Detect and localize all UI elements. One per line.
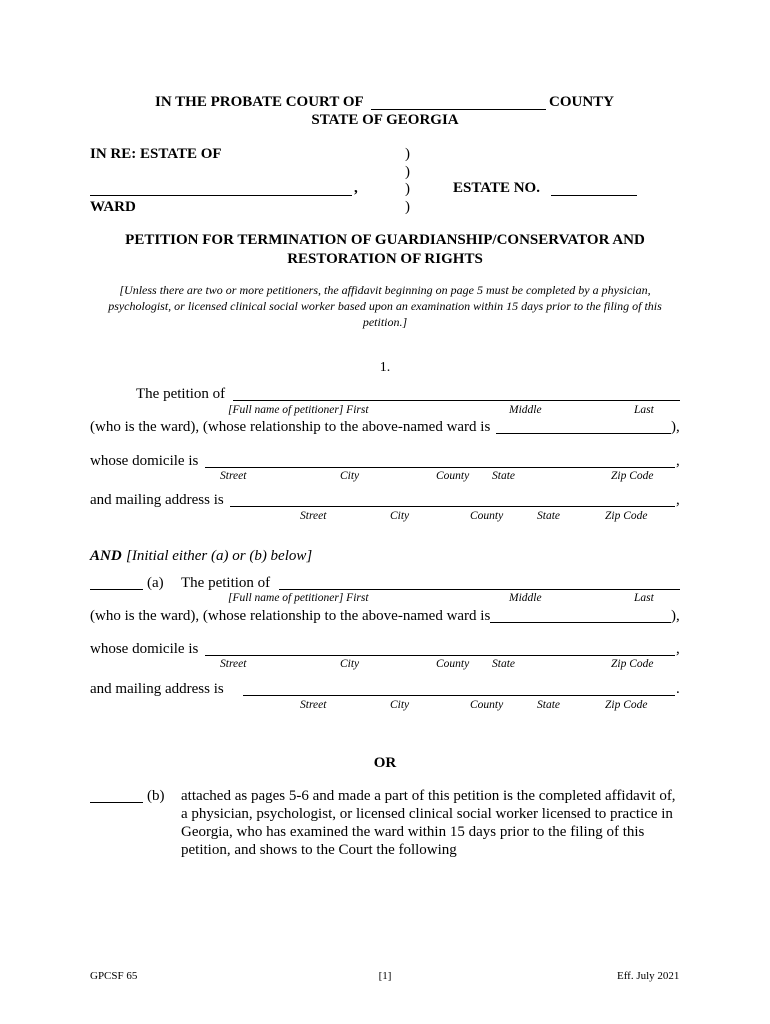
paren-4: ) [405,199,410,215]
middle-caption: Middle [509,404,542,416]
a-mailing-period: . [676,681,680,697]
estate-name-blank[interactable] [90,195,352,196]
a-mailing-label: and mailing address is [90,681,224,697]
domicile-county-caption: County [436,470,470,482]
ward-label: WARD [90,199,136,215]
option-a-label: (a) [147,575,164,591]
initial-note: [Initial either (a) or (b) below] [126,548,313,564]
in-re-label: IN RE: ESTATE OF [90,146,222,162]
a-domicile-label: whose domicile is [90,641,199,657]
estate-no-label: ESTATE NO. [453,180,540,196]
caption-comma: , [354,180,358,196]
mailing-city-caption: City [390,510,410,522]
a-relationship-blank[interactable] [490,622,671,623]
mailing-comma: , [676,492,680,508]
or-label: OR [373,755,397,771]
a-relationship-close: ), [671,608,680,624]
and-label: AND [90,548,122,564]
form-id: GPCSF 65 [90,970,138,982]
domicile-comma: , [676,453,680,469]
option-a-lead: The petition of [181,575,271,591]
paren-2: ) [405,164,410,180]
page-number: [1] [378,970,392,982]
a-mailing-county-caption: County [470,699,504,711]
who-is-ward-text: (who is the ward), (whose relationship to the above-named ward is [90,419,491,435]
a-domicile-state-caption: State [492,658,515,670]
relationship-close: ), [671,419,680,435]
a-name-caption: [Full name of petitioner] First [228,592,369,604]
mailing-zip-caption: Zip Code [605,510,648,522]
a-who-is-ward-text: (who is the ward), (whose relationship to the above-named ward is [90,608,491,624]
a-mailing-blank[interactable] [243,695,675,696]
a-domicile-street-caption: Street [220,658,247,670]
paren-3: ) [405,181,410,197]
domicile-state-caption: State [492,470,515,482]
option-b-line1: attached as pages 5-6 and made a part of this petition is the completed affidavit of, [181,788,676,804]
court-prefix: IN THE PROBATE COURT OF [155,94,364,110]
county-blank[interactable] [371,109,546,110]
a-last-caption: Last [634,592,654,604]
a-middle-caption: Middle [509,592,542,604]
domicile-city-caption: City [340,470,360,482]
domicile-blank[interactable] [205,467,675,468]
paren-1: ) [405,146,410,162]
a-mailing-state-caption: State [537,699,560,711]
a-mailing-zip-caption: Zip Code [605,699,648,711]
relationship-blank[interactable] [496,433,671,434]
initial-a-blank[interactable] [90,589,143,590]
option-b-line4: petition, and shows to the Court the following [181,842,457,858]
mailing-street-caption: Street [300,510,327,522]
a-mailing-street-caption: Street [300,699,327,711]
instruction-line2: psychologist, or licensed clinical social worker based upon an examination within 15 days prior to the filing of this [108,299,662,313]
section-number: 1. [379,360,391,375]
court-suffix: COUNTY [549,94,615,110]
last-caption: Last [634,404,654,416]
a-domicile-zip-caption: Zip Code [611,658,654,670]
a-mailing-city-caption: City [390,699,410,711]
option-b-line2: a physician, psychologist, or licensed clinical social worker licensed to practice in [181,806,673,822]
domicile-label: whose domicile is [90,453,199,469]
instruction-line1: [Unless there are two or more petitioners, the affidavit beginning on page 5 must be completed by a physician, [119,283,651,297]
mailing-county-caption: County [470,510,504,522]
a-domicile-city-caption: City [340,658,360,670]
estate-no-blank[interactable] [551,195,637,196]
petitioner-name-blank[interactable] [233,400,680,401]
a-domicile-comma: , [676,641,680,657]
mailing-blank[interactable] [230,506,675,507]
domicile-street-caption: Street [220,470,247,482]
name-caption: [Full name of petitioner] First [228,404,369,416]
a-domicile-county-caption: County [436,658,470,670]
state-heading: STATE OF GEORGIA [311,112,459,128]
mailing-label: and mailing address is [90,492,224,508]
option-b-line3: Georgia, who has examined the ward within 15 days prior to the filing of this [181,824,645,840]
a-domicile-blank[interactable] [205,655,675,656]
instruction-line3: petition.] [362,315,408,329]
domicile-zip-caption: Zip Code [611,470,654,482]
petition-lead: The petition of [136,386,226,402]
petition-title-line1: PETITION FOR TERMINATION OF GUARDIANSHIP/CONSERVATOR AND [125,232,645,248]
effective-date: Eff. July 2021 [617,970,680,982]
petitioner-a-name-blank[interactable] [279,589,680,590]
petition-title-line2: RESTORATION OF RIGHTS [287,251,483,267]
option-b-label: (b) [147,788,165,804]
initial-b-blank[interactable] [90,802,143,803]
mailing-state-caption: State [537,510,560,522]
